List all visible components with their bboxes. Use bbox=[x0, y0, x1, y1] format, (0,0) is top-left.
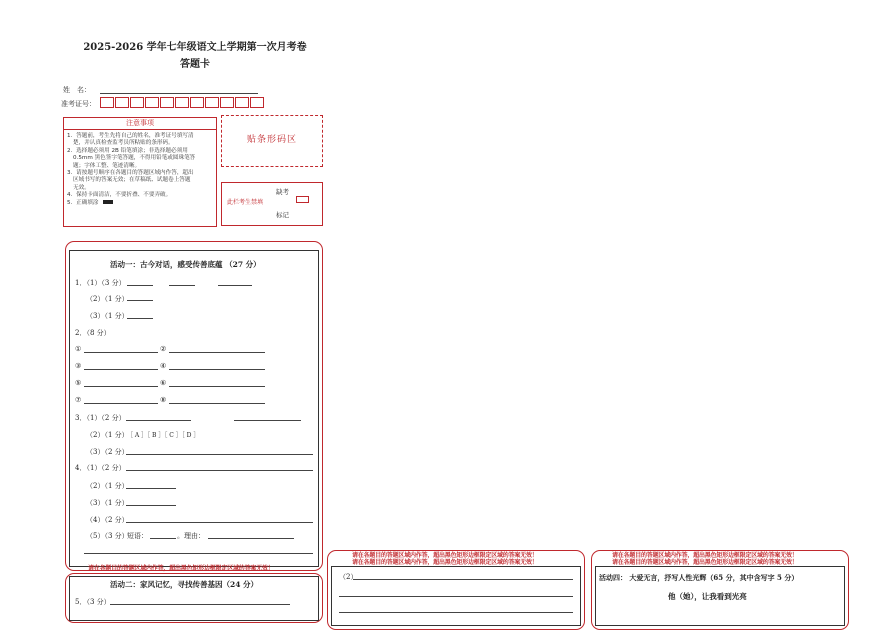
circle-3: ③ bbox=[75, 362, 82, 370]
choice-options[interactable]: ［ A ］［ B ］［ C ］［ D ］ bbox=[127, 432, 200, 439]
absent-label: 缺考 bbox=[276, 188, 289, 196]
circle-4: ④ bbox=[160, 362, 167, 370]
absent-box bbox=[221, 182, 323, 226]
q4-5-label: （5）（3 分） bbox=[86, 532, 129, 540]
q3-1-label: 3．（1）（2 分） bbox=[75, 414, 126, 422]
q3-3-label: （3）（2 分） bbox=[86, 448, 129, 456]
essay-title: 他（她），让我看到光亮 bbox=[668, 592, 747, 601]
notice-item: 3．请按题号顺序在各题目的答题区域内作答，超出 bbox=[67, 170, 194, 177]
name-field[interactable] bbox=[100, 93, 258, 94]
answer-line[interactable] bbox=[126, 505, 176, 506]
reason-label: 。理由： bbox=[177, 532, 205, 540]
warning-text: 请在各题目的答题区域内作答，超出黑色矩形边框限定区域的答案无效！ bbox=[352, 552, 538, 559]
circle-8: ⑧ bbox=[160, 396, 167, 404]
circle-5: ⑤ bbox=[75, 379, 82, 387]
answer-line[interactable] bbox=[84, 386, 158, 387]
section1-title: 活动一：古今对话，感受传善底蕴 （27 分） bbox=[110, 260, 261, 269]
q4-1-label: 4．（1）（2 分） bbox=[75, 464, 126, 472]
warning-text: 请在各题目的答题区域内作答，超出黑色矩形边框限定区域的答案无效！ bbox=[88, 565, 274, 572]
answer-line[interactable] bbox=[126, 522, 313, 523]
circle-2: ② bbox=[160, 345, 167, 353]
q4-3-label: （3）（1 分） bbox=[86, 499, 129, 507]
circle-6: ⑥ bbox=[160, 379, 167, 387]
answer-line[interactable] bbox=[150, 538, 176, 539]
answer-line[interactable] bbox=[169, 285, 195, 286]
name-label: 姓 名： bbox=[63, 86, 91, 94]
notice-item: 区域书写的答案无效；在草稿纸、试题卷上答题 bbox=[73, 177, 191, 184]
warning-text: 请在各题目的答题区域内作答，超出黑色矩形边框限定区域的答案无效！ bbox=[612, 552, 798, 559]
answer-line[interactable] bbox=[126, 488, 176, 489]
exam-title: 2025-2026 学年七年级语文上学期第一次月考卷 bbox=[83, 42, 307, 53]
answer-line[interactable] bbox=[127, 285, 153, 286]
answer-line[interactable] bbox=[110, 604, 290, 605]
notice-item: 楚，并认真检查监考员所粘贴的条形码。 bbox=[73, 140, 174, 147]
notice-item: 0.5mm 黑色签字笔答题，不得用铅笔或圆珠笔答 bbox=[73, 155, 196, 162]
answer-line[interactable] bbox=[234, 420, 301, 421]
answer-line[interactable] bbox=[84, 352, 158, 353]
answer-line[interactable] bbox=[126, 420, 191, 421]
answer-line[interactable] bbox=[127, 318, 153, 319]
answer-line[interactable] bbox=[84, 553, 313, 554]
answer-line[interactable] bbox=[218, 285, 252, 286]
phrase-label: 短语： bbox=[127, 532, 148, 540]
answer-line[interactable] bbox=[353, 579, 573, 580]
q5-label: 5．（3 分） bbox=[75, 598, 111, 606]
filled-mark-icon bbox=[103, 200, 113, 204]
q1-1-label: 1．（1）（3 分） bbox=[75, 279, 126, 287]
answer-line[interactable] bbox=[84, 369, 158, 370]
exam-id-boxes[interactable] bbox=[100, 97, 265, 108]
notice-item: 4．保持卡面清洁，不要折叠、不要弄破。 bbox=[67, 192, 172, 199]
notice-item: 无效。 bbox=[73, 184, 90, 191]
q4-2-label: （2）（1 分） bbox=[86, 482, 129, 490]
warning-text: 请在各题目的答题区域内作答，超出黑色矩形边框限定区域的答案无效！ bbox=[612, 559, 798, 566]
absent-checkbox[interactable] bbox=[296, 196, 309, 203]
notice-box bbox=[63, 117, 217, 227]
answer-line[interactable] bbox=[169, 403, 265, 404]
answer-line[interactable] bbox=[169, 386, 265, 387]
mark-label: 标记 bbox=[276, 211, 289, 219]
q-2-label: （2） bbox=[339, 573, 358, 581]
q3-2-label: （2）（1 分） bbox=[86, 431, 129, 439]
section4-title: 活动四： 大爱无言，抒写人性光辉（65 分，其中含写字 5 分） bbox=[599, 573, 799, 582]
q4-4-label: （4）（2 分） bbox=[86, 516, 129, 524]
answer-line[interactable] bbox=[169, 352, 265, 353]
notice-item: 题；字体工整、笔迹清晰。 bbox=[73, 162, 141, 169]
answer-line[interactable] bbox=[84, 403, 158, 404]
answer-line[interactable] bbox=[127, 300, 153, 301]
notice-item: 2．选择题必须用 2B 铅笔填涂；非选择题必须用 bbox=[67, 147, 188, 154]
answer-line[interactable] bbox=[208, 538, 294, 539]
answer-line[interactable] bbox=[126, 470, 313, 471]
section2-title: 活动二：家风记忆，寻找传善基因（24 分） bbox=[110, 580, 259, 589]
warning-text: 请在各题目的答题区域内作答，超出黑色矩形边框限定区域的答案无效！ bbox=[352, 559, 538, 566]
q1-3-label: （3）（1 分） bbox=[86, 312, 129, 320]
notice-item-fill bbox=[64, 200, 216, 207]
notice-item: 1．答题前，考生先将自己的姓名，准考证号填写清 bbox=[67, 133, 194, 139]
answer-line[interactable] bbox=[169, 369, 265, 370]
exam-id-label: 准考证号： bbox=[61, 100, 96, 108]
absent-note: 此栏考生禁填 bbox=[227, 199, 264, 206]
q1-2-label: （2）（1 分） bbox=[86, 295, 129, 303]
answer-sheet-title: 答题卡 bbox=[180, 59, 210, 70]
q2-label: 2．（8 分） bbox=[75, 329, 111, 337]
answer-line[interactable] bbox=[339, 596, 573, 597]
circle-1: ① bbox=[75, 345, 82, 353]
answer-line[interactable] bbox=[339, 612, 573, 613]
notice-item-fill-label: 5．正确填涂 bbox=[67, 199, 99, 206]
circle-7: ⑦ bbox=[75, 396, 82, 404]
notice-title: 注意事项 bbox=[64, 118, 216, 130]
barcode-area: 贴条形码区 bbox=[221, 115, 323, 167]
answer-line[interactable] bbox=[126, 454, 313, 455]
